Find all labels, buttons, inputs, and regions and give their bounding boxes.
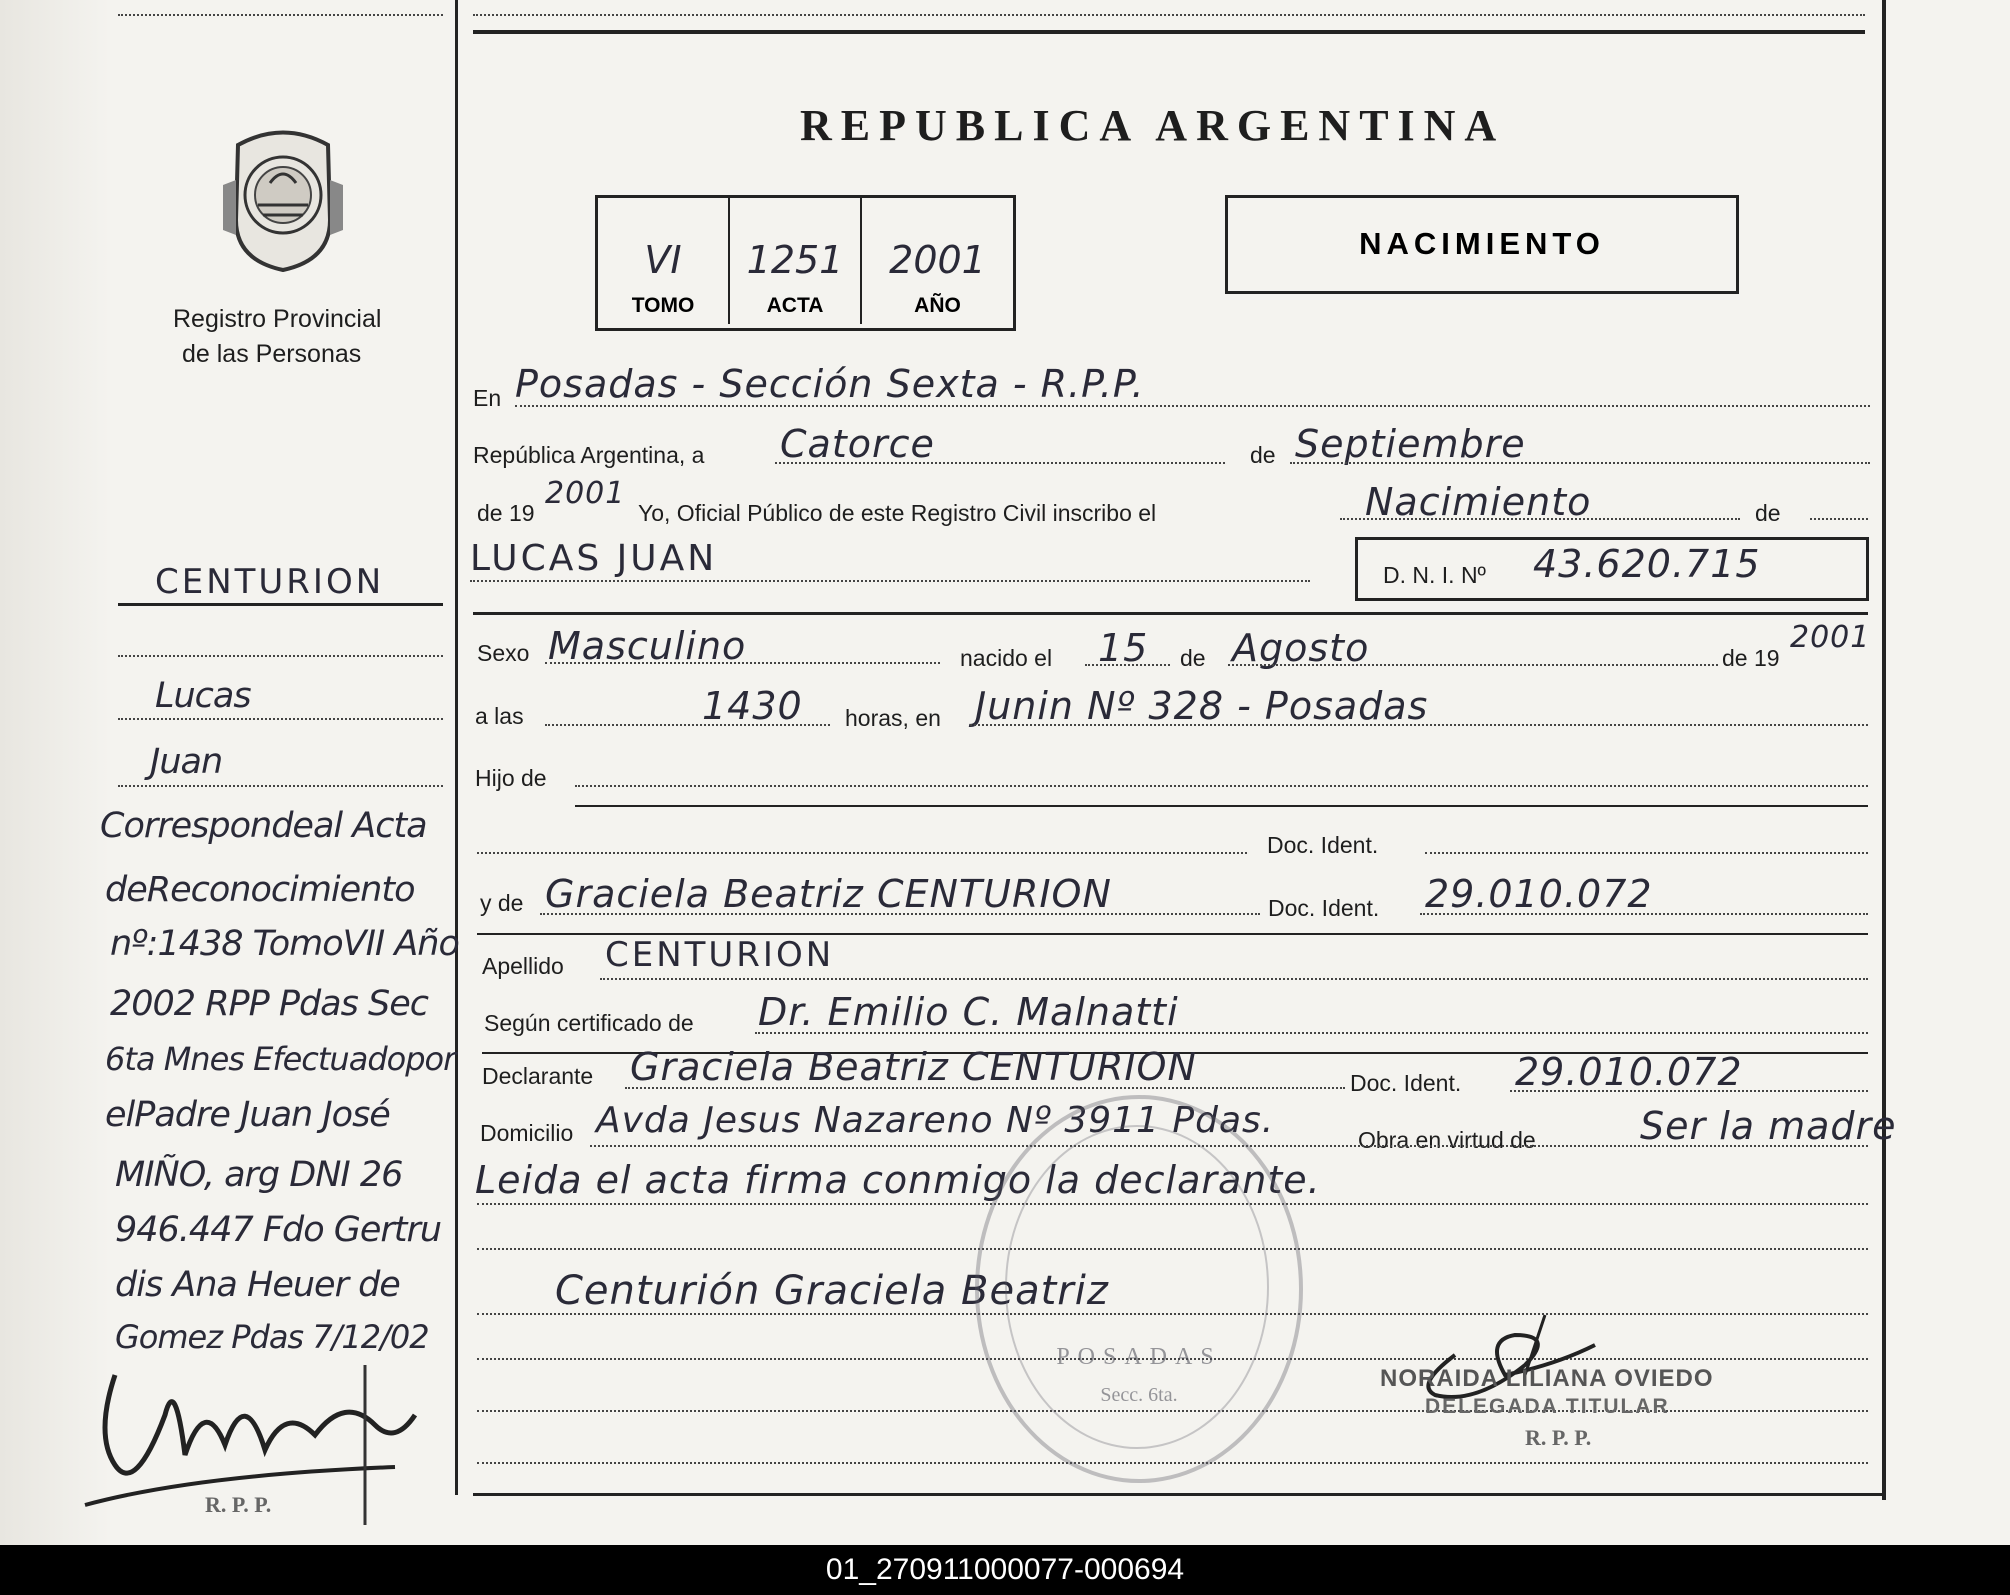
seal-city: POSADAS bbox=[1056, 1344, 1222, 1370]
apellido-value: CENTURION bbox=[605, 935, 835, 975]
sidebar-note-line: Correspondeal Acta bbox=[100, 806, 427, 846]
declarante-doc: 29.010.072 bbox=[1515, 1050, 1743, 1094]
act-type-label: NACIMIENTO bbox=[1359, 226, 1605, 261]
act-type-box bbox=[1225, 195, 1739, 294]
sidebar-stamp-text: R. P. P. bbox=[205, 1492, 272, 1517]
sidebar-note-line: MIÑO, arg DNI 26 bbox=[115, 1155, 403, 1195]
declarante-doc-dots bbox=[1510, 1090, 1868, 1092]
official-name: NORAIDA LILIANA OVIEDO bbox=[1380, 1365, 1714, 1392]
domicilio-value: Avda Jesus Nazareno Nº 3911 Pdas. bbox=[596, 1100, 1275, 1141]
year-value: 2001 bbox=[545, 476, 626, 511]
tomo-cell bbox=[598, 198, 730, 324]
de-label-3: de bbox=[1180, 645, 1206, 671]
page-edge-shade bbox=[0, 0, 110, 1545]
person-name-dots bbox=[470, 580, 1310, 582]
country-title: REPUBLICA ARGENTINA bbox=[800, 101, 1506, 150]
apellido-label: Apellido bbox=[482, 953, 564, 979]
birth-day-dots bbox=[1085, 664, 1170, 666]
mother-doc-dots bbox=[1420, 913, 1868, 915]
doc-label-2: Doc. Ident. bbox=[1268, 895, 1380, 921]
doc-dots bbox=[1425, 852, 1868, 854]
hijo-dots bbox=[575, 785, 1868, 787]
anio-value: 2001 bbox=[889, 238, 986, 282]
name-rule bbox=[473, 612, 1868, 615]
birth-place-dots bbox=[970, 724, 1868, 726]
doctor-dots bbox=[755, 1032, 1868, 1034]
sidebar-name2: Juan bbox=[150, 742, 223, 782]
doc-label-3: Doc. Ident. bbox=[1350, 1070, 1462, 1096]
de-label: de bbox=[1250, 442, 1276, 468]
bottom-rule bbox=[473, 1493, 1883, 1496]
republica-label: República Argentina, a bbox=[473, 442, 705, 468]
declarant-signature: Centurión Graciela Beatriz bbox=[555, 1268, 1109, 1314]
month-value: Septiembre bbox=[1295, 422, 1526, 466]
declarante-dots bbox=[625, 1087, 1345, 1089]
sidebar-note-line: Gomez Pdas 7/12/02 bbox=[115, 1318, 429, 1356]
official-seal-inner-ring bbox=[1005, 1125, 1269, 1449]
act-word-dots bbox=[1340, 518, 1740, 520]
tomo-label: TOMO bbox=[631, 294, 695, 317]
birth-month: Agosto bbox=[1232, 626, 1370, 670]
hijo-label: Hijo de bbox=[475, 765, 547, 791]
domicilio-label: Domicilio bbox=[480, 1120, 574, 1146]
mother-doc: 29.010.072 bbox=[1425, 872, 1653, 916]
birth-place: Junin Nº 328 - Posadas bbox=[975, 684, 1429, 728]
sidebar-dots-3 bbox=[118, 785, 443, 787]
sidebar-note-line: deReconocimiento bbox=[105, 870, 415, 910]
closing-note: Leida el acta firma conmigo la declarante. bbox=[475, 1158, 1321, 1202]
hijo-rule bbox=[575, 805, 1868, 807]
image-caption: 01_270911000077-000694 bbox=[0, 1545, 2010, 1595]
acta-cell bbox=[730, 198, 862, 324]
sexo-value: Masculino bbox=[548, 624, 747, 668]
sexo-label: Sexo bbox=[477, 640, 530, 666]
de19-label: de 19 bbox=[477, 500, 535, 526]
obra-label: Obra en virtud de bbox=[1358, 1127, 1536, 1153]
place-dots bbox=[515, 405, 1870, 407]
day-words: Catorce bbox=[780, 422, 935, 466]
registry-name-line2: de las Personas bbox=[182, 340, 362, 368]
person-name: LUCAS JUAN bbox=[470, 538, 718, 579]
doctor-name: Dr. Emilio C. Malnatti bbox=[758, 990, 1179, 1034]
birth-month-dots bbox=[1228, 664, 1718, 666]
acta-value: 1251 bbox=[746, 238, 844, 282]
sidebar-dots-2 bbox=[118, 718, 443, 720]
day-dots bbox=[775, 462, 1225, 464]
top-rule bbox=[473, 30, 1865, 34]
sidebar-note-line: elPadre Juan José bbox=[105, 1095, 390, 1135]
birth-year: 2001 bbox=[1790, 620, 1871, 655]
right-top-dots bbox=[473, 14, 1865, 16]
sidebar-note-line: dis Ana Heuer de bbox=[115, 1265, 400, 1305]
nacido-label: nacido el bbox=[960, 645, 1053, 671]
sidebar-dots-1 bbox=[118, 655, 443, 657]
seal-section: Secc. 6ta. bbox=[1100, 1384, 1178, 1406]
act-word: Nacimiento bbox=[1365, 480, 1592, 524]
sidebar-note-line: nº:1438 TomoVII Año bbox=[110, 924, 459, 964]
right-border bbox=[1882, 0, 1886, 1500]
birth-time-dots bbox=[545, 724, 830, 726]
registry-emblem bbox=[218, 125, 348, 275]
anio-label: AÑO bbox=[914, 294, 961, 317]
birth-time: 1430 bbox=[702, 684, 803, 728]
de-label-2: de bbox=[1755, 500, 1781, 526]
alas-label: a las bbox=[475, 703, 524, 729]
mother-name-dots bbox=[540, 913, 1260, 915]
en-label: En bbox=[473, 385, 502, 411]
column-divider bbox=[455, 0, 458, 1495]
sidebar-note-line: 946.447 Fdo Gertru bbox=[115, 1210, 442, 1250]
yde-label: y de bbox=[480, 890, 524, 916]
acta-label: ACTA bbox=[766, 294, 824, 317]
dni-label: D. N. I. Nº bbox=[1383, 562, 1486, 588]
month-dots bbox=[1290, 462, 1870, 464]
doc-label: Doc. Ident. bbox=[1267, 832, 1379, 858]
birth-day: 15 bbox=[1098, 626, 1149, 670]
sidebar-note-line: 6ta Mnes Efectuadopor bbox=[105, 1040, 456, 1078]
act-number-box bbox=[595, 195, 1016, 331]
official-org: R. P. P. bbox=[1525, 1425, 1592, 1450]
declarante-label: Declarante bbox=[482, 1063, 594, 1089]
left-top-dots bbox=[118, 14, 443, 16]
dni-value: 43.620.715 bbox=[1533, 542, 1761, 586]
horas-label: horas, en bbox=[845, 705, 941, 731]
sidebar-surname: CENTURION bbox=[155, 562, 385, 602]
official-title: DELEGADA TITULAR bbox=[1425, 1395, 1670, 1418]
yo-text: Yo, Oficial Público de este Registro Civil inscribo el bbox=[638, 500, 1157, 526]
de19-label-2: de 19 bbox=[1722, 645, 1780, 671]
tomo-value: VI bbox=[644, 238, 682, 282]
dni-box bbox=[1355, 537, 1869, 601]
end-dots bbox=[1810, 518, 1868, 520]
hijo-dots-2 bbox=[477, 852, 1247, 854]
apellido-dots bbox=[600, 978, 1868, 980]
segun-label: Según certificado de bbox=[484, 1010, 694, 1036]
obra-value: Ser la madre bbox=[1640, 1104, 1897, 1148]
declarante-name: Graciela Beatriz CENTURION bbox=[630, 1045, 1197, 1089]
anio-cell bbox=[862, 198, 1013, 324]
registry-name-line1: Registro Provincial bbox=[173, 305, 382, 333]
place-value: Posadas - Sección Sexta - R.P.P. bbox=[515, 362, 1145, 406]
sidebar-note-line: 2002 RPP Pdas Sec bbox=[110, 984, 428, 1024]
mother-name: Graciela Beatriz CENTURION bbox=[545, 872, 1112, 916]
sexo-dots bbox=[545, 662, 940, 664]
sidebar-surname-rule bbox=[118, 603, 443, 606]
sidebar-name1: Lucas bbox=[155, 676, 251, 716]
